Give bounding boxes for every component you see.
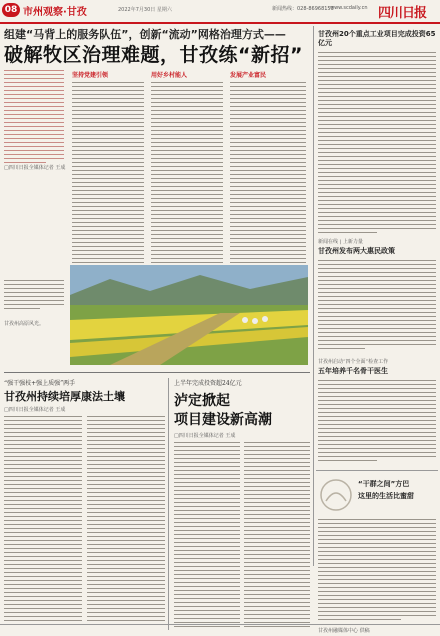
right-item-1-title: 甘孜州20个重点工业项目完成投资65亿元 [318, 30, 436, 47]
subhead-3-label: 发展产业富民 [230, 72, 267, 79]
lead-intro-text [4, 70, 64, 166]
right-item-3-body [318, 380, 436, 464]
lead-photo [70, 265, 308, 365]
bottom-center-headline-2: 项目建设新高潮 [174, 412, 272, 428]
decorative-ornament-icon [318, 477, 354, 513]
footer-bar [0, 624, 440, 636]
bottom-center-column-2 [244, 442, 310, 630]
bottom-center-headline-1: 泸定掀起 [174, 393, 230, 409]
bottom-left-kicker: “强干强枝+强上质强”两手 [4, 380, 76, 387]
column-divider [313, 26, 314, 566]
bottom-center-column-1 [174, 442, 240, 630]
right-item-2-body [318, 260, 436, 352]
bottom-left-column-1 [4, 416, 82, 628]
bottom-left-column-2 [87, 416, 165, 628]
bottom-center-kicker: 上半年完成投资超24亿元 [174, 380, 242, 387]
right-item-2-kicker: 新闻在线 | 上新力量 [318, 239, 363, 245]
subhead-1 [72, 70, 144, 79]
lead-byline: □四川日报全媒体记者 王成 [4, 165, 66, 171]
lead-headline: 破解牧区治理难题，甘孜练“新招” [4, 44, 303, 66]
subhead-1-label: 坚持党建引领 [72, 72, 109, 79]
newspaper-logo: 四川日报 [378, 6, 427, 21]
footer-note: 甘孜州融媒体中心 供稿 [318, 628, 370, 634]
photo-caption-box [4, 280, 64, 365]
page-number-badge [2, 3, 20, 17]
edition-info: 2022年7月30日 星期六 [118, 7, 172, 13]
right-item-3-kicker: 甘孜州启动“四个全面”检查工作 [318, 359, 389, 365]
bottom-section-rule [4, 372, 310, 373]
right-item-2-title: 甘孜州发布两大惠民政策 [318, 247, 395, 255]
right-feature-box [316, 470, 438, 631]
subhead-2 [151, 70, 223, 79]
subhead-3 [230, 70, 302, 79]
feature-body [318, 519, 436, 623]
landscape-photo [70, 265, 308, 365]
lead-kicker: 组建“马背上的服务队伍”，创新“流动”网格治理方式—— [4, 28, 286, 41]
page-number: 08 [4, 5, 18, 15]
article-column-1 [72, 82, 144, 270]
section-name: 市州观察·甘孜 [23, 7, 87, 18]
phone-info: 新闻热线：028-86968153 [272, 6, 334, 12]
bottom-divider [168, 378, 169, 630]
website-link[interactable]: www.scdaily.cn [330, 5, 368, 11]
photo-caption-lines [4, 280, 64, 312]
article-column-2 [151, 82, 223, 270]
feature-title-line-2: 这里的生活比蜜甜 [358, 492, 414, 500]
bottom-left-headline: 甘孜州持续培厚康法土壤 [4, 390, 125, 403]
article-column-3 [230, 82, 306, 270]
bottom-center-byline: □四川日报全媒体记者 王成 [174, 433, 236, 439]
subhead-2-label: 用好乡村能人 [151, 72, 188, 79]
right-item-3-title: 五年培养千名骨干医生 [318, 367, 388, 375]
masthead [0, 0, 440, 24]
bottom-left-byline: □四川日报全媒体记者 王成 [4, 407, 66, 413]
right-item-1-body [318, 52, 436, 236]
photo-caption: 甘孜州高原风光。 [4, 321, 45, 327]
feature-illustration [318, 477, 354, 513]
feature-title-line-1: “干群之间”方巴 [358, 480, 410, 488]
